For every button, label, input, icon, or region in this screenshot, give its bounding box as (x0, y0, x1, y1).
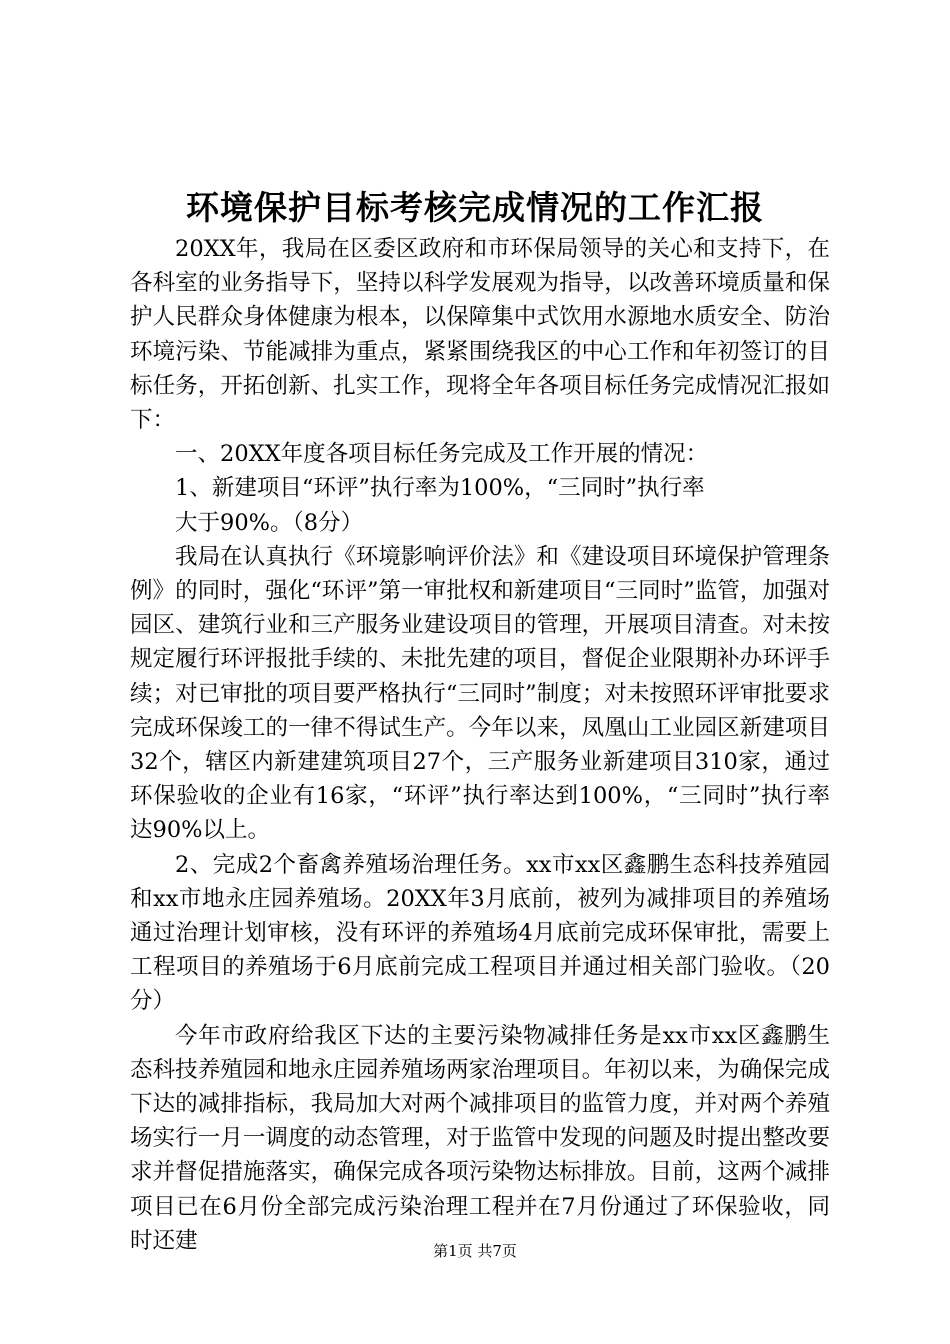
item-heading-1-continued: 大于90%。（8分） (175, 509, 364, 536)
item-heading-1: 1、新建项目“环评”执行率为100%，“三同时”执行率 (175, 475, 705, 502)
document-body (130, 232, 830, 1258)
paragraph-intro: 20XX年，我局在区委区政府和市环保局领导的关心和支持下，在各科室的业务指导下，坚持以科学发展观为指导，以改善环境质量和保护人民群众身体健康为根本，以保障集中式饮用水源地水质安全、防治环境污染、节能减排为重点，紧紧围绕我区的中心工作和年初签订的目标任务，开拓创新、扎实工作，现将全年各项目标任务完成情况汇报如下： (130, 236, 830, 434)
document-title: 环境保护目标考核完成情况的工作汇报 (186, 188, 764, 227)
paragraph-item-1-detail: 我局在认真执行《环境影响评价法》和《建设项目环境保护管理条例》的同时，强化“环评”第一审批权和新建项目“三同时”监管，加强对园区、建筑行业和三产服务业建设项目的管理，开展项目清查。对未按规定履行环评报批手续的、未批先建的项目，督促企业限期补办环评手续；对已审批的项目要严格执行“三同时”制度；对未按照环评审批要求完成环保竣工的一律不得试生产。今年以来，凤凰山工业园区新建项目32个，辖区内新建建筑项目27个，三产服务业新建项目310家，通过环保验收的企业有16家，“环评”执行率达到100%，“三同时”执行率达90%以上。 (130, 543, 830, 844)
paragraph-item-2: 2、完成2个畜禽养殖场治理任务。xx市xx区鑫鹏生态科技养殖园和xx市地永庄园养殖场。20XX年3月底前，被列为减排项目的养殖场通过治理计划审核，没有环评的养殖场4月底前完成环保审批，需要上工程项目的养殖场于6月底前完成工程项目并通过相关部门验收。（20分） (130, 851, 830, 1015)
paragraph-item-2-detail: 今年市政府给我区下达的主要污染物减排任务是xx市xx区鑫鹏生态科技养殖园和地永庄园养殖场两家治理项目。年初以来，为确保完成下达的减排指标，我局加大对两个减排项目的监管力度，并对两个养殖场实行一月一调度的动态管理，对于监管中发现的问题及时提出整改要求并督促措施落实，确保完成各项污染物达标排放。目前，这两个减排项目已在6月份全部完成污染治理工程并在7月份通过了环保验收，同时还建 (130, 1022, 830, 1254)
page-number-footer: 第1页 共7页 (433, 1242, 517, 1260)
section-heading-1: 一、20XX年度各项目标任务完成及工作开展的情况： (175, 441, 709, 468)
